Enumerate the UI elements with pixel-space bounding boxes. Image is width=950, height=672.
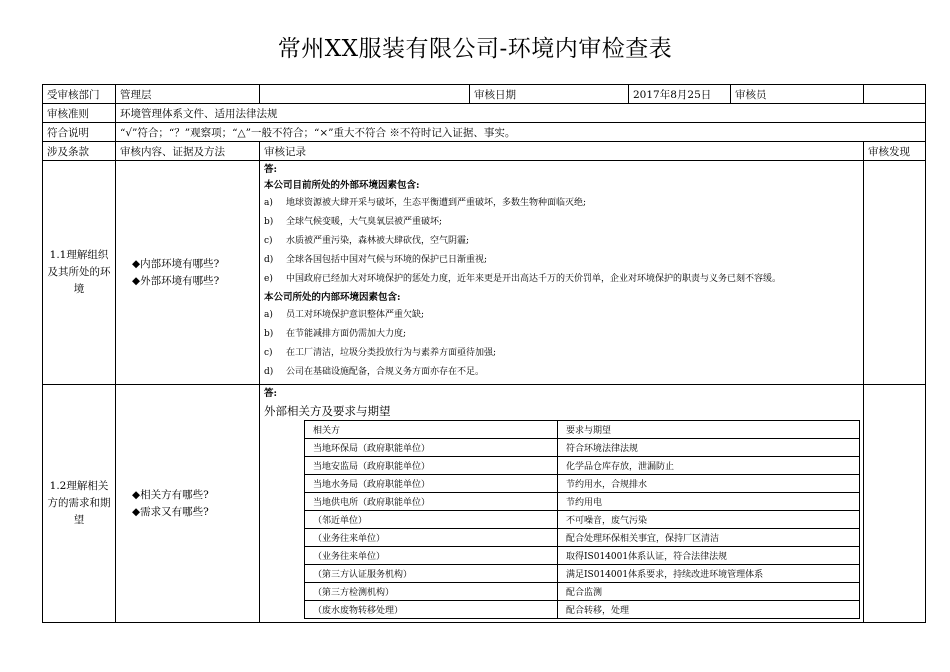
content-1-2 xyxy=(116,385,260,623)
table-row: （业务往来单位） 取得IS014001体系认证，符合法律法规 xyxy=(305,547,860,565)
content-1-1 xyxy=(116,161,260,385)
list-item: a) 地球资源被大肆开采与破坏，生态平衡遭到严重破坏，多数生物种面临灭绝; xyxy=(264,198,587,208)
answer-label: 答: xyxy=(264,164,278,175)
column-header-row xyxy=(43,142,926,161)
list-item: b) 全球气候变暖，大气臭氧层被严重破坏; xyxy=(264,217,443,227)
section-row-1-2 xyxy=(43,385,926,623)
table-row: （第三方检测机构） 配合监测 xyxy=(305,583,860,601)
table-row: 当地安监局（政府职能单位） 化学品仓库存放，泄漏防止 xyxy=(305,457,860,475)
finding-1-2 xyxy=(864,385,926,623)
criteria-value: 环境管理体系文件、适用法律法规 xyxy=(116,104,926,123)
header-row-legend xyxy=(43,123,926,142)
answer-label: 答: xyxy=(264,388,278,399)
clause-1-2: 1.2理解相关方的需求和期望 xyxy=(43,385,116,623)
finding-1-1 xyxy=(864,161,926,385)
section-row-1-1 xyxy=(43,161,926,385)
question-parties: ◆相关方有哪些? xyxy=(132,488,209,501)
list-item: c) 水质被严重污染，森林被大肆砍伐，空气阴霾; xyxy=(264,236,470,246)
blank-cell xyxy=(260,85,470,104)
list-item: d) 全球各国包括中国对气候与环境的保护已日渐重视; xyxy=(264,255,488,265)
page-title: 常州XX服装有限公司-环境内审检查表 xyxy=(277,36,673,62)
table-row: 当地供电所（政府职能单位） 节约用电 xyxy=(305,493,860,511)
header-row-dept xyxy=(43,85,926,104)
col-clause: 涉及条款 xyxy=(43,142,116,161)
list-item: c) 在工厂清洁，垃圾分类投放行为与素养方面亟待加强; xyxy=(264,348,497,358)
table-header-row: 相关方 要求与期望 xyxy=(305,421,860,439)
table-row: 当地水务局（政府职能单位） 节约用水，合规排水 xyxy=(305,475,860,493)
question-needs: ◆需求又有哪些? xyxy=(132,505,209,518)
table-row: （业务往来单位） 配合处理环保相关事宜，保持厂区清洁 xyxy=(305,529,860,547)
list-item: b) 在节能减排方面仍需加大力度; xyxy=(264,329,407,339)
internal-env-title: 本公司所处的内部环境因素包含: xyxy=(264,292,401,303)
list-item: e) 中国政府已经加大对环境保护的惩处力度，近年来更是开出高达千万的天价罚单，企业对环境保护的职责与义务已刻不容缓。 xyxy=(264,274,782,284)
record-1-2 xyxy=(260,385,864,623)
col-content: 审核内容、证据及方法 xyxy=(116,142,260,161)
question-external: ◆外部环境有哪些? xyxy=(132,274,220,287)
external-env-title: 本公司目前所处的外部环境因素包含: xyxy=(264,180,420,191)
col-record: 审核记录 xyxy=(260,142,864,161)
list-item: a) 员工对环境保护意识整体严重欠缺; xyxy=(264,310,425,320)
table-row: （邻近单位） 不可噪音，废气污染 xyxy=(305,511,860,529)
table-row: 当地环保局（政府职能单位） 符合环境法律法规 xyxy=(305,439,860,457)
date-label: 审核日期 xyxy=(470,85,629,104)
col-finding: 审核发现 xyxy=(864,142,926,161)
table-row: （第三方认证服务机构） 满足IS014001体系要求，持续改进环境管理体系 xyxy=(305,565,860,583)
record-1-1 xyxy=(260,161,864,385)
audit-checklist-table xyxy=(42,84,926,623)
auditor-value xyxy=(864,85,926,104)
auditor-label: 审核员 xyxy=(731,85,864,104)
date-value: 2017年8月25日 xyxy=(629,85,731,104)
table-row: （废水废物转移处理） 配合转移，处理 xyxy=(305,601,860,619)
legend-label: 符合说明 xyxy=(43,123,116,142)
stakeholder-table-title: 外部相关方及要求与期望 xyxy=(264,404,391,418)
clause-1-1: 1.1理解组织及其所处的环境 xyxy=(43,161,116,385)
criteria-label: 审核准则 xyxy=(43,104,116,123)
header-row-criteria xyxy=(43,104,926,123)
question-internal: ◆内部环境有哪些? xyxy=(132,257,220,270)
legend-value: “√”符合；“？”观察项；“△”一般不符合；“×”重大不符合 ※不符时记入证据、事实。 xyxy=(116,123,926,142)
dept-value: 管理层 xyxy=(116,85,260,104)
dept-label: 受审核部门 xyxy=(43,85,116,104)
list-item: d) 公司在基础设施配备，合规义务方面亦存在不足。 xyxy=(264,367,485,377)
stakeholder-table xyxy=(304,420,860,619)
